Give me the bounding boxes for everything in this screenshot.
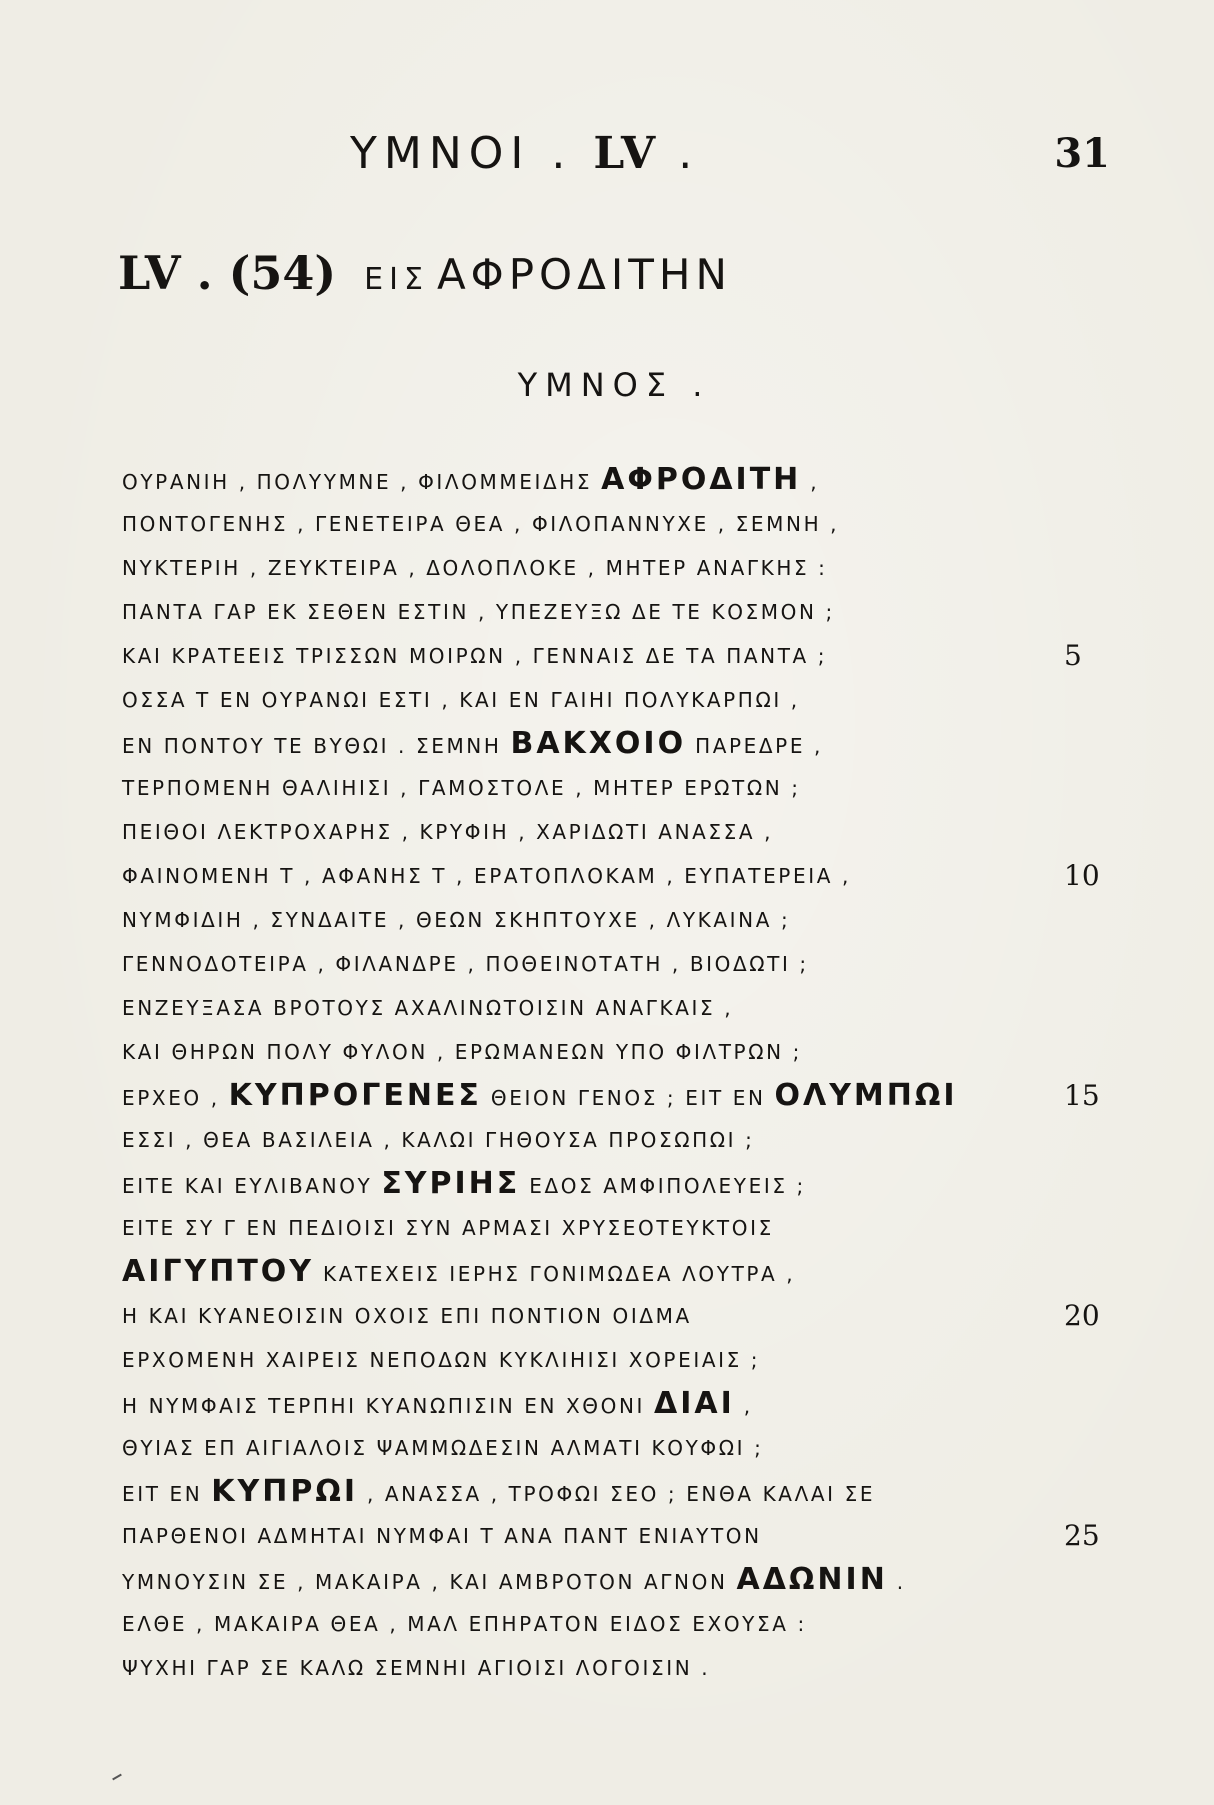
verse-text: ,	[801, 470, 820, 494]
running-title	[350, 128, 699, 179]
verse-text: ΕΙΤ ΕΝ	[122, 1482, 212, 1506]
verse-text: ΕΣΣΙ , ΘΕΑ ΒΑΣΙΛΕΙΑ , ΚΑΛΩΙ ΓΗΘΟΥΣΑ ΠΡΟΣΩΠΩΙ ;	[122, 1128, 755, 1152]
verse-proper-name: ΑΦΡΟΔΙΤΗ	[601, 462, 802, 497]
verse-proper-name: ΔΙΑΙ	[654, 1386, 735, 1421]
page-number: 31	[1054, 130, 1110, 177]
verse-line	[122, 502, 1122, 546]
verse-line	[122, 1294, 1122, 1338]
verse-line	[122, 898, 1122, 942]
verse-line	[122, 1206, 1122, 1250]
verse-text: ΝΥΜΦΙΔΙΗ , ΣΥΝΔΑΙΤΕ , ΘΕΩΝ ΣΚΗΠΤΟΥΧΕ , ΛΥΚΑΙΝΑ ;	[122, 908, 791, 932]
verse-text: ΚΑΤΕΧΕΙΣ ΙΕΡΗΣ ΓΟΝΙΜΩΔΕΑ ΛΟΥΤΡΑ ,	[314, 1262, 796, 1286]
verse-proper-name: ΒΑΚΧΟΙΟ	[510, 726, 687, 761]
verse-line	[122, 546, 1122, 590]
verse-block	[122, 458, 1122, 1690]
verse-text: ΕΝΖΕΥΞΑΣΑ ΒΡΟΤΟΥΣ ΑΧΑΛΙΝΩΤΟΙΣΙΝ ΑΝΑΓΚΑΙΣ ,	[122, 996, 734, 1020]
verse-proper-name: ΑΙΓΥΠΤΟΥ	[122, 1254, 315, 1289]
verse-text: ΤΕΡΠΟΜΕΝΗ ΘΑΛΙΗΙΣΙ , ΓΑΜΟΣΤΟΛΕ , ΜΗΤΕΡ ΕΡΩΤΩΝ ;	[122, 776, 801, 800]
verse-text: ΓΕΝΝΟΔΟΤΕΙΡΑ , ΦΙΛΑΝΔΡΕ , ΠΟΘΕΙΝΟΤΑΤΗ , ΒΙΟΔΩΤΙ ;	[122, 952, 809, 976]
verse-proper-name: ΚΥΠΡΩΙ	[211, 1474, 358, 1509]
running-title-end: .	[657, 128, 700, 179]
verse-line	[122, 1162, 1122, 1206]
verse-line	[122, 1338, 1122, 1382]
verse-text: ,	[734, 1394, 753, 1418]
verse-text: ΕΡΧΟΜΕΝΗ ΧΑΙΡΕΙΣ ΝΕΠΟΔΩΝ ΚΥΚΛΙΗΙΣΙ ΧΟΡΕΙΑΙΣ ;	[122, 1348, 761, 1372]
line-number: 20	[1064, 1299, 1100, 1332]
verse-text: .	[887, 1570, 906, 1594]
running-title-separator: .	[530, 128, 594, 179]
verse-line	[122, 1250, 1122, 1294]
verse-line	[122, 854, 1122, 898]
verse-text: ΨΥΧΗΙ ΓΑΡ ΣΕ ΚΑΛΩ ΣΕΜΝΗΙ ΑΓΙΟΙΣΙ ΛΟΓΟΙΣΙΝ .	[122, 1656, 711, 1680]
verse-text: Η ΚΑΙ ΚΥΑΝΕΟΙΣΙΝ ΟΧΟΙΣ ΕΠΙ ΠΟΝΤΙΟΝ ΟΙΔΜΑ	[122, 1304, 692, 1328]
verse-line	[122, 678, 1122, 722]
verse-text: ΠΑΝΤΑ ΓΑΡ ΕΚ ΣΕΘΕΝ ΕΣΤΙΝ , ΥΠΕΖΕΥΞΩ ΔΕ ΤΕ ΚΟΣΜΟΝ ;	[122, 600, 835, 624]
verse-proper-name: ΟΛΥΜΠΩΙ	[774, 1078, 958, 1113]
hymn-preposition: ΕΙΣ	[364, 262, 429, 297]
verse-line	[122, 1030, 1122, 1074]
verse-line	[122, 1074, 1122, 1118]
verse-text: ΕΡΧΕΟ ,	[122, 1086, 229, 1110]
verse-text: ΦΑΙΝΟΜΕΝΗ Τ , ΑΦΑΝΗΣ Τ , ΕΡΑΤΟΠΛΟΚΑΜ , ΕΥΠΑΤΕΡΕΙΑ ,	[122, 864, 851, 888]
verse-line	[122, 1514, 1122, 1558]
verse-text: ΚΑΙ ΚΡΑΤΕΕΙΣ ΤΡΙΣΣΩΝ ΜΟΙΡΩΝ , ΓΕΝΝΑΙΣ ΔΕ ΤΑ ΠΑΝΤΑ ;	[122, 644, 828, 668]
verse-line	[122, 986, 1122, 1030]
verse-text: ΥΜΝΟΥΣΙΝ ΣΕ , ΜΑΚΑΙΡΑ , ΚΑΙ ΑΜΒΡΟΤΟΝ ΑΓΝΟΝ	[122, 1570, 737, 1594]
verse-text: Η ΝΥΜΦΑΙΣ ΤΕΡΠΗΙ ΚΥΑΝΩΠΙΣΙΝ ΕΝ ΧΘΟΝΙ	[122, 1394, 655, 1418]
verse-line	[122, 1118, 1122, 1162]
verse-line	[122, 1646, 1122, 1690]
verse-line	[122, 1426, 1122, 1470]
verse-line	[122, 766, 1122, 810]
verse-line	[122, 458, 1122, 502]
verse-line	[122, 1470, 1122, 1514]
verse-text: , ΑΝΑΣΣΑ , ΤΡΟΦΩΙ ΣΕΟ ; ΕΝΘΑ ΚΑΛΑΙ ΣΕ	[358, 1482, 876, 1506]
verse-proper-name: ΑΔΩΝΙΝ	[736, 1562, 888, 1597]
verse-text: ΠΕΙΘΟΙ ΛΕΚΤΡΟΧΑΡΗΣ , ΚΡΥΦΙΗ , ΧΑΡΙΔΩΤΙ ΑΝΑΣΣΑ ,	[122, 820, 774, 844]
verse-text: ΕΛΘΕ , ΜΑΚΑΙΡΑ ΘΕΑ , ΜΑΛ ΕΠΗΡΑΤΟΝ ΕΙΔΟΣ ΕΧΟΥΣΑ :	[122, 1612, 807, 1636]
hymn-subtitle: ΥΜΝΟΣ .	[517, 366, 711, 404]
running-title-numeral: LV	[593, 128, 658, 179]
verse-text: ΝΥΚΤΕΡΙΗ , ΖΕΥΚΤΕΙΡΑ , ΔΟΛΟΠΛΟΚΕ , ΜΗΤΕΡ ΑΝΑΓΚΗΣ :	[122, 556, 828, 580]
verse-text: ΟΣΣΑ Τ ΕΝ ΟΥΡΑΝΩΙ ΕΣΤΙ , ΚΑΙ ΕΝ ΓΑΙΗΙ ΠΟΛΥΚΑΡΠΩΙ ,	[122, 688, 800, 712]
verse-text: ΕΙΤΕ ΚΑΙ ΕΥΛΙΒΑΝΟΥ	[122, 1174, 382, 1198]
verse-text: ΠΟΝΤΟΓΕΝΗΣ , ΓΕΝΕΤΕΙΡΑ ΘΕΑ , ΦΙΛΟΠΑΝΝΥΧΕ , ΣΕΜΝΗ ,	[122, 512, 840, 536]
line-number: 25	[1064, 1519, 1100, 1552]
running-title-word: ΥΜΝΟΙ	[350, 128, 531, 179]
hymn-heading	[118, 246, 732, 300]
verse-text: ΕΝ ΠΟΝΤΟΥ ΤΕ ΒΥΘΩΙ . ΣΕΜΝΗ	[122, 734, 511, 758]
verse-line	[122, 590, 1122, 634]
page-mark	[112, 1774, 122, 1781]
verse-line	[122, 1602, 1122, 1646]
verse-line	[122, 942, 1122, 986]
line-number: 15	[1064, 1079, 1100, 1112]
verse-line	[122, 1382, 1122, 1426]
verse-proper-name: ΣΥΡΙΗΣ	[381, 1166, 521, 1201]
verse-line	[122, 634, 1122, 678]
verse-line	[122, 722, 1122, 766]
line-number: 10	[1064, 859, 1100, 892]
verse-text: ΕΙΤΕ ΣΥ Γ ΕΝ ΠΕΔΙΟΙΣΙ ΣΥΝ ΑΡΜΑΣΙ ΧΡΥΣΕΟΤΕΥΚΤΟΙΣ	[122, 1216, 774, 1240]
verse-text: ΘΕΙΟΝ ΓΕΝΟΣ ; ΕΙΤ ΕΝ	[481, 1086, 775, 1110]
verse-text: ΠΑΡΕΔΡΕ ,	[686, 734, 823, 758]
hymn-deity: ΑΦΡΟΔΙΤΗΝ	[436, 250, 732, 299]
hymn-number: LV . (54)	[118, 246, 337, 300]
verse-text: ΚΑΙ ΘΗΡΩΝ ΠΟΛΥ ΦΥΛΟΝ , ΕΡΩΜΑΝΕΩΝ ΥΠΟ ΦΙΛΤΡΩΝ ;	[122, 1040, 802, 1064]
verse-line	[122, 810, 1122, 854]
verse-text: ΟΥΡΑΝΙΗ , ΠΟΛΥΥΜΝΕ , ΦΙΛΟΜΜΕΙΔΗΣ	[122, 470, 602, 494]
verse-text: ΠΑΡΘΕΝΟΙ ΑΔΜΗΤΑΙ ΝΥΜΦΑΙ Τ ΑΝΑ ΠΑΝΤ ΕΝΙΑΥΤΟΝ	[122, 1524, 762, 1548]
running-head	[0, 118, 1214, 188]
verse-line	[122, 1558, 1122, 1602]
verse-proper-name: ΚΥΠΡΟΓΕΝΕΣ	[228, 1078, 482, 1113]
verse-text: ΕΔΟΣ ΑΜΦΙΠΟΛΕΥΕΙΣ ;	[520, 1174, 806, 1198]
line-number: 5	[1064, 639, 1082, 672]
verse-text: ΘΥΙΑΣ ΕΠ ΑΙΓΙΑΛΟΙΣ ΨΑΜΜΩΔΕΣΙΝ ΑΛΜΑΤΙ ΚΟΥΦΩΙ ;	[122, 1436, 764, 1460]
